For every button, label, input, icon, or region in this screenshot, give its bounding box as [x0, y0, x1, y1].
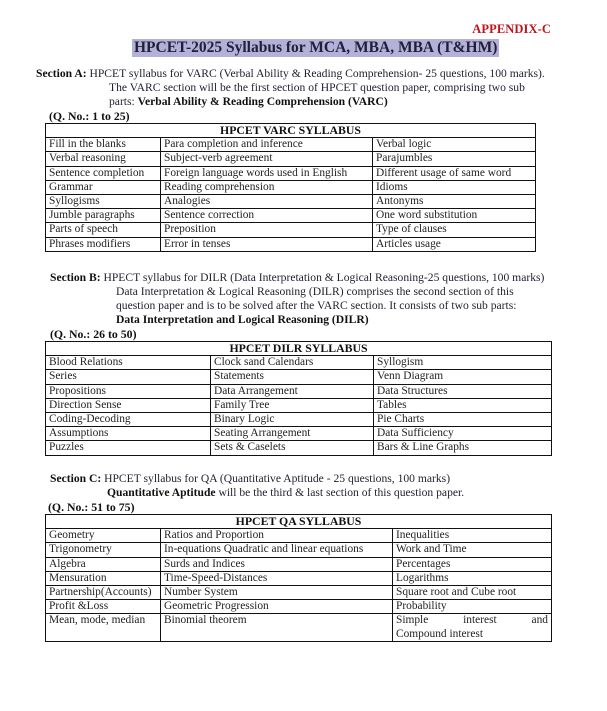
- dilr-topic-cell: Seating Arrangement: [211, 427, 374, 441]
- dilr-topic-cell: Venn Diagram: [374, 370, 552, 384]
- section-c-label: Section C:: [50, 472, 102, 485]
- varc-topic-cell: Type of clauses: [373, 223, 536, 237]
- section-b-qno: (Q. No.: 26 to 50): [50, 327, 137, 341]
- dilr-topic-cell: Sets & Caselets: [211, 441, 374, 455]
- varc-topic-cell: Grammar: [46, 180, 161, 194]
- dilr-topic-cell: Data Structures: [374, 384, 552, 398]
- qa-topic-cell: Percentages: [393, 557, 552, 571]
- dilr-topic-cell: Series: [46, 370, 211, 384]
- dilr-topic-cell: Propositions: [46, 384, 211, 398]
- qa-table-row: [46, 571, 552, 585]
- section-a-line1: [36, 67, 545, 81]
- dilr-topic-cell: Syllogism: [374, 356, 552, 370]
- qa-topic-cell: Geometric Progression: [161, 600, 393, 614]
- varc-table-row: [46, 180, 536, 194]
- section-a-text: HPCET syllabus for VARC (Verbal Ability & Reading Comprehension- 25 questions, 100 marks).: [86, 67, 545, 80]
- qa-topic-cell: Number System: [161, 586, 393, 600]
- section-a-qno: (Q. No.: 1 to 25): [49, 109, 130, 123]
- qa-topic-cell: Binomial theorem: [161, 614, 393, 641]
- qa-topic-cell: Trigonometry: [46, 543, 161, 557]
- varc-topic-cell: Parts of speech: [46, 223, 161, 237]
- section-a-line2: The VARC section will be the first section of HPCET question paper, comprising two sub: [109, 81, 525, 94]
- varc-topic-cell: Idioms: [373, 180, 536, 194]
- dilr-table-row: [46, 370, 552, 384]
- varc-topic-cell: Parajumbles: [373, 152, 536, 166]
- dilr-topic-cell: Direction Sense: [46, 398, 211, 412]
- qa-table-row: [46, 529, 552, 543]
- qa-table-row: [46, 600, 552, 614]
- varc-table-row: [46, 138, 536, 152]
- qa-topic-cell: Mean, mode, median: [46, 614, 161, 641]
- varc-table-row: [46, 237, 536, 251]
- varc-table-row: [46, 209, 536, 223]
- dilr-topic-cell: Puzzles: [46, 441, 211, 455]
- qa-topic-cell-line: Compound interest: [396, 627, 484, 640]
- varc-table-row: [46, 152, 536, 166]
- section-c-line2-rest: will be the third & last section of this question paper.: [215, 486, 465, 499]
- section-b-line3: question paper and is to be solved after the VARC section. It consists of two sub parts:: [116, 299, 517, 312]
- section-c-line2: [107, 486, 464, 500]
- section-a-line3-prefix: parts:: [109, 95, 138, 108]
- section-b-line2: Data Interpretation & Logical Reasoning (DILR) comprises the second section of this: [116, 285, 514, 298]
- section-a-line3: [109, 95, 388, 109]
- varc-topic-cell: Fill in the blanks: [46, 138, 161, 152]
- varc-topic-cell: Error in tenses: [161, 237, 373, 251]
- qa-topic-word: and: [531, 614, 548, 627]
- qa-topic-cell: Surds and Indices: [161, 557, 393, 571]
- appendix-label: APPENDIX-C: [472, 22, 551, 36]
- section-a-subpart: Verbal Ability & Reading Comprehension (VARC): [137, 95, 388, 108]
- section-b-text: HPECT syllabus for DILR (Data Interpretation & Logical Reasoning-25 questions, 100 marks): [100, 271, 545, 284]
- varc-topic-cell: Reading comprehension: [161, 180, 373, 194]
- dilr-table-heading: HPCET DILR SYLLABUS: [46, 342, 552, 356]
- varc-topic-cell: Syllogisms: [46, 195, 161, 209]
- section-b-subpart: Data Interpretation and Logical Reasoning (DILR): [116, 313, 369, 326]
- varc-topic-cell: Preposition: [161, 223, 373, 237]
- section-c-line1: [50, 472, 450, 486]
- dilr-topic-cell: Pie Charts: [374, 413, 552, 427]
- section-b-line4: [116, 313, 369, 327]
- qa-table-row: [46, 586, 552, 600]
- dilr-topic-cell: Clock sand Calendars: [211, 356, 374, 370]
- section-c-text: HPCET syllabus for QA (Quantitative Aptitude - 25 questions, 100 marks): [101, 472, 451, 485]
- varc-topic-cell: Jumble paragraphs: [46, 209, 161, 223]
- varc-topic-cell: Phrases modifiers: [46, 237, 161, 251]
- dilr-table-row: [46, 427, 552, 441]
- qa-topic-cell: Work and Time: [393, 543, 552, 557]
- qa-topic-cell: Probability: [393, 600, 552, 614]
- section-c-qno: (Q. No.: 51 to 75): [48, 500, 135, 514]
- dilr-table-row: [46, 413, 552, 427]
- varc-table-heading: HPCET VARC SYLLABUS: [46, 124, 536, 138]
- varc-topic-cell: Sentence completion: [46, 166, 161, 180]
- qa-topic-cell: Logarithms: [393, 571, 552, 585]
- varc-topic-cell: Analogies: [161, 195, 373, 209]
- qa-topic-cell: Partnership(Accounts): [46, 586, 161, 600]
- qa-topic-cell: Square root and Cube root: [393, 586, 552, 600]
- qa-table-row: [46, 614, 552, 641]
- dilr-topic-cell: Blood Relations: [46, 356, 211, 370]
- page-title: HPCET-2025 Syllabus for MCA, MBA, MBA (T&HM): [134, 39, 498, 56]
- section-b-line1: [50, 271, 544, 285]
- dilr-topic-cell: Binary Logic: [211, 413, 374, 427]
- dilr-table-row: [46, 356, 552, 370]
- qa-topic-cell-line: [396, 614, 548, 627]
- varc-table-row: [46, 223, 536, 237]
- section-b-label: Section B:: [50, 271, 101, 284]
- dilr-topic-cell: Tables: [374, 398, 552, 412]
- varc-topic-cell: Foreign language words used in English: [161, 166, 373, 180]
- dilr-table-row: [46, 398, 552, 412]
- qa-topic-cell: Time-Speed-Distances: [161, 571, 393, 585]
- varc-topic-cell: Para completion and inference: [161, 138, 373, 152]
- qa-topic-cell: Ratios and Proportion: [161, 529, 393, 543]
- varc-topic-cell: Verbal logic: [373, 138, 536, 152]
- qa-table-row: [46, 557, 552, 571]
- qa-topic-cell: In-equations Quadratic and linear equations: [161, 543, 393, 557]
- varc-syllabus-table: [45, 123, 536, 252]
- dilr-topic-cell: Bars & Line Graphs: [374, 441, 552, 455]
- varc-topic-cell: Articles usage: [373, 237, 536, 251]
- dilr-topic-cell: Family Tree: [211, 398, 374, 412]
- qa-topic-cell: Mensuration: [46, 571, 161, 585]
- varc-topic-cell: Antonyms: [373, 195, 536, 209]
- qa-table-heading: HPCET QA SYLLABUS: [46, 515, 552, 529]
- dilr-syllabus-table: [45, 341, 552, 456]
- section-c-subject: Quantitative Aptitude: [107, 486, 216, 499]
- dilr-topic-cell: Assumptions: [46, 427, 211, 441]
- varc-table-row: [46, 195, 536, 209]
- qa-syllabus-table: [45, 514, 552, 642]
- section-a-label: Section A:: [36, 67, 87, 80]
- varc-topic-cell: Different usage of same word: [373, 166, 536, 180]
- dilr-topic-cell: Coding-Decoding: [46, 413, 211, 427]
- qa-topic-cell: Algebra: [46, 557, 161, 571]
- qa-table-row: [46, 543, 552, 557]
- qa-topic-cell: Profit &Loss: [46, 600, 161, 614]
- qa-topic-cell: [393, 614, 552, 641]
- dilr-table-row: [46, 384, 552, 398]
- qa-topic-cell: Inequalities: [393, 529, 552, 543]
- dilr-topic-cell: Data Sufficiency: [374, 427, 552, 441]
- varc-topic-cell: Subject-verb agreement: [161, 152, 373, 166]
- qa-topic-cell: Geometry: [46, 529, 161, 543]
- varc-topic-cell: One word substitution: [373, 209, 536, 223]
- dilr-topic-cell: Statements: [211, 370, 374, 384]
- dilr-table-row: [46, 441, 552, 455]
- qa-topic-word: Simple: [396, 614, 429, 627]
- qa-topic-word: interest: [463, 614, 497, 627]
- varc-topic-cell: Sentence correction: [161, 209, 373, 223]
- varc-topic-cell: Verbal reasoning: [46, 152, 161, 166]
- varc-table-row: [46, 166, 536, 180]
- dilr-topic-cell: Data Arrangement: [211, 384, 374, 398]
